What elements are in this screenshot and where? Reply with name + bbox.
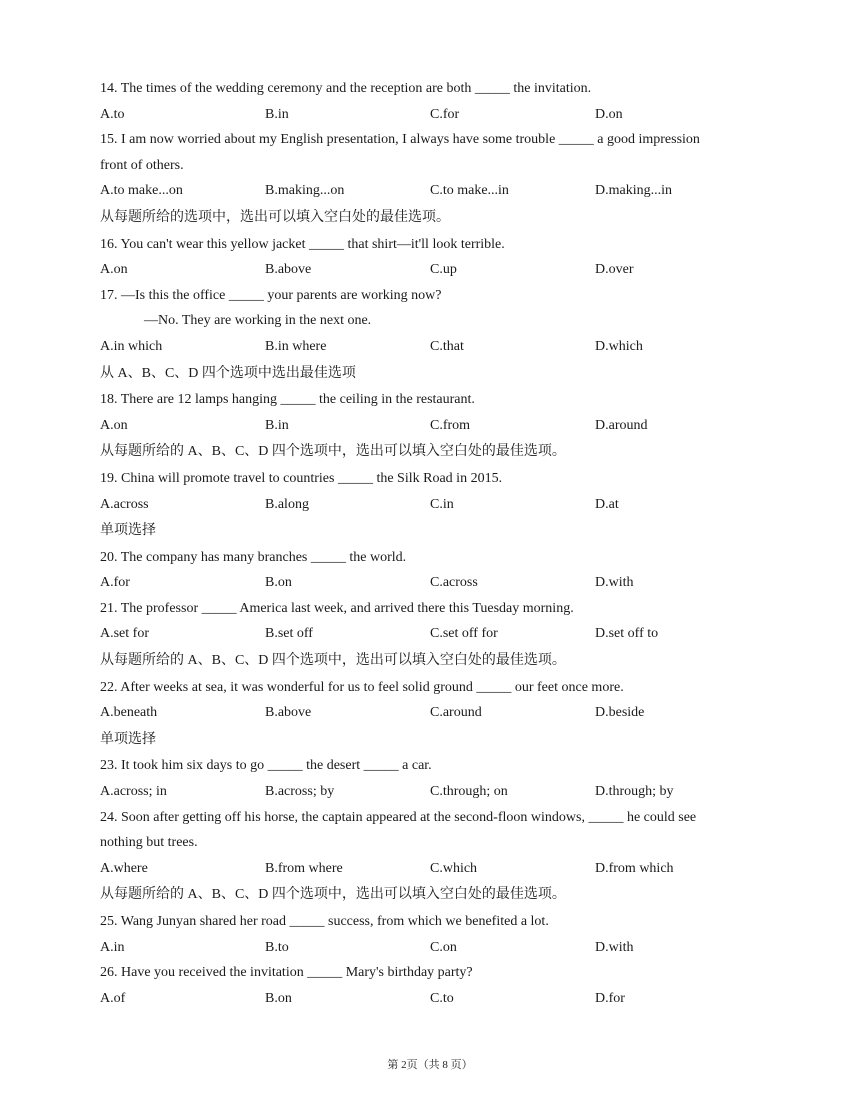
answer-options [100,621,760,647]
answer-option: B.to [265,939,289,955]
question-number: 15. [100,132,118,148]
answer-options [100,986,760,1012]
answer-option: B.on [265,575,292,591]
answer-options [100,935,760,961]
answer-option: D.which [595,338,643,354]
question-text: China will promote travel to countries _____ the Silk Road in 2015. [121,470,503,486]
answer-option: D.for [595,990,625,1006]
answer-option: D.over [595,262,634,278]
answer-option: D.with [595,575,634,591]
answer-option: D.through; by [595,784,674,800]
question-text-continuation: front of others. [100,157,184,173]
answer-option: D.making...in [595,183,672,199]
answer-option: B.above [265,262,312,278]
answer-option: C.up [430,262,457,278]
question [100,960,760,986]
question-text: —Is this the office _____ your parents are working now? [121,287,442,303]
answer-option: C.from [430,417,471,433]
question [100,387,760,413]
question-number: 17. [100,287,118,303]
question-number: 18. [100,392,118,408]
answer-options [100,413,760,439]
question-text: I am now worried about my English presentation, I always have some trouble _____ a good impression [121,132,700,148]
answer-option: C.set off for [430,626,498,642]
section-instruction: 单项选择 [100,523,156,539]
answer-option: D.beside [595,705,645,721]
question-number: 25. [100,914,118,929]
section-instruction: 从每题所给的 A、B、C、D 四个选项中，选出可以填入空白处的最佳选项。 [100,887,566,903]
answer-option: C.for [430,106,460,122]
answer-option: C.across [430,575,478,591]
answer-option: B.above [265,705,312,721]
question-number: 21. [100,600,118,616]
question [100,127,760,178]
answer-option: D.on [595,106,623,122]
answer-option: A.beneath [100,705,158,721]
answer-option: D.at [595,496,619,512]
question-text: It took him six days to go _____ the desert _____ a car. [121,758,432,774]
answer-option: A.across; in [100,784,167,800]
answer-option: C.in [430,496,454,512]
answer-options [100,334,760,360]
question-list [100,76,760,1011]
answer-option: A.to [100,106,125,122]
question [100,596,760,622]
dialogue-line: —No. They are working in the next one. [144,313,372,329]
answer-option: B.from where [265,860,343,876]
question-number: 14. [100,81,118,96]
answer-option: B.in [265,106,289,122]
answer-option: D.set off to [595,626,659,642]
question-text-continuation: nothing but trees. [100,835,198,851]
section-instruction: 单项选择 [100,731,156,747]
answer-option: A.set for [100,626,149,642]
answer-option: B.making...on [265,183,345,199]
question-number: 22. [100,679,118,695]
question-number: 24. [100,809,118,825]
answer-option: A.of [100,990,126,1006]
section-instruction: 从每题所给的 A、B、C、D 四个选项中，选出可以填入空白处的最佳选项。 [100,444,566,460]
answer-options [100,700,760,726]
answer-option: C.which [430,860,478,876]
answer-option: B.set off [265,626,313,642]
answer-options [100,178,760,204]
question [100,675,760,701]
question-text: Soon after getting off his horse, the captain appeared at the second-floon windows, _____ he could see [121,809,697,825]
question-text: There are 12 lamps hanging _____ the ceiling in the restaurant. [120,392,475,408]
answer-option: A.in which [100,338,163,354]
question-number: 16. [100,236,118,252]
question-text: After weeks at sea, it was wonderful for us to feel solid ground _____ our feet once more. [120,679,624,695]
question-number: 26. [100,965,118,981]
answer-option: A.to make...on [100,183,183,199]
question [100,466,760,492]
question [100,76,760,102]
answer-options [100,779,760,805]
answer-options [100,257,760,283]
answer-option: A.in [100,939,125,955]
answer-option: C.to make...in [430,183,509,199]
question-text: The company has many branches _____ the world. [120,549,407,565]
answer-option: D.from which [595,860,674,876]
question [100,283,760,309]
question [100,753,760,779]
answer-option: D.with [595,939,634,955]
answer-options [100,492,760,518]
question-text: Wang Junyan shared her road _____ success, from which we benefited a lot. [120,914,549,929]
page-footer: 第 2页（共 8 页） [387,1059,473,1071]
question [100,805,760,856]
answer-option: A.where [100,860,148,876]
answer-option: B.in where [265,338,327,354]
answer-option: C.that [430,338,464,354]
answer-options [100,570,760,596]
question-text: You can't wear this yellow jacket _____ that shirt—it'll look terrible. [120,236,505,252]
question-text: The times of the wedding ceremony and the reception are both _____ the invitation. [120,81,592,96]
question-number: 20. [100,549,118,565]
answer-options [100,856,760,882]
answer-option: B.on [265,990,292,1006]
answer-option: D.around [595,417,648,433]
question [100,909,760,935]
answer-option: A.across [100,496,149,512]
answer-option: C.on [430,939,457,955]
answer-option: C.around [430,705,482,721]
section-instruction: 从每题所给的选项中，选出可以填入空白处的最佳选项。 [100,209,450,225]
answer-option: C.to [430,990,454,1006]
section-instruction: 从每题所给的 A、B、C、D 四个选项中，选出可以填入空白处的最佳选项。 [100,653,566,669]
answer-option: B.along [265,496,309,512]
answer-option: B.in [265,417,289,433]
question [100,232,760,258]
answer-option: A.on [100,417,128,433]
answer-option: B.across; by [265,784,335,800]
section-instruction: 从 A、B、C、D 四个选项中选出最佳选项 [100,365,356,381]
question-number: 19. [100,470,118,486]
question [100,545,760,571]
question-text: Have you received the invitation _____ Mary's birthday party? [121,965,473,981]
answer-option: C.through; on [430,784,508,800]
answer-option: A.on [100,262,128,278]
question-number: 23. [100,758,118,774]
question-text: The professor _____ America last week, and arrived there this Tuesday morning. [120,600,574,616]
answer-option: A.for [100,575,130,591]
answer-options [100,102,760,128]
